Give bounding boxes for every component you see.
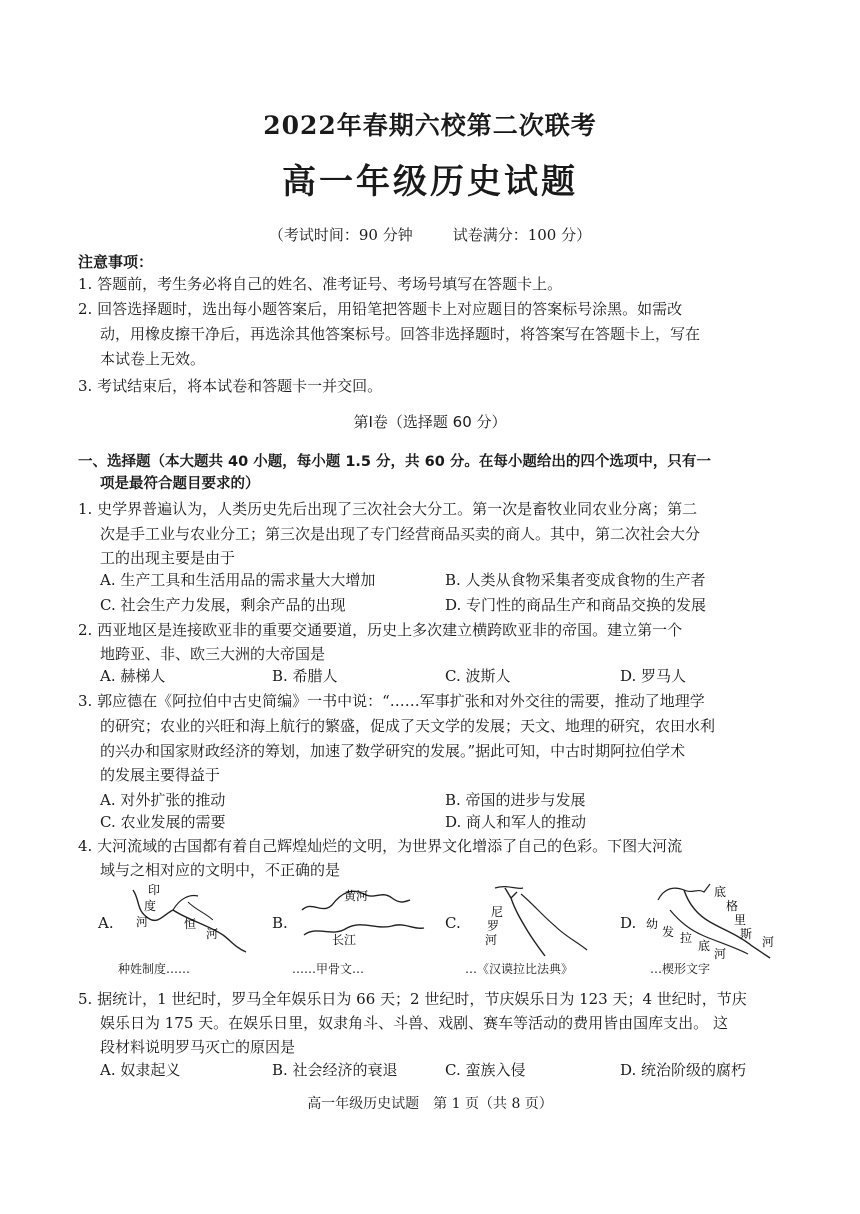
map-b: [272, 880, 432, 975]
q1-stem-2: 次是手工业与农业分工；第三次是出现了专门经营商品买卖的商人。其中，第二次社会大分: [100, 525, 701, 543]
q2-stem-2: 地跨亚、非、欧三大洲的大帝国是: [100, 645, 326, 663]
q2-option-d: D. 罗马人: [620, 667, 687, 685]
map-a-label-du: 度: [144, 899, 157, 913]
q3-stem-2: 的研究；农业的兴旺和海上航行的繁盛，促成了天文学的发展；天文、地理的研究，农田水利: [100, 717, 716, 735]
map-d-label-he2: 河: [714, 947, 727, 960]
q1-option-b: B. 人类从食物采集者变成食物的生产者: [445, 571, 706, 589]
note-2: 2. 回答选择题时，选出每小题答案后，用铅笔把答题卡上对应题目的答案标号涂黑。如需改: [78, 300, 683, 318]
map-a-rivers-icon: [118, 880, 258, 960]
exam-time: （考试时间：90 分钟: [268, 226, 413, 244]
q5-option-b: B. 社会经济的衰退: [272, 1061, 398, 1079]
q1-option-d: D. 专门性的商品生产和商品交换的发展: [445, 596, 707, 614]
map-b-label-huanghe: 黄河: [344, 889, 369, 903]
map-a-label-he1: 河: [136, 915, 149, 929]
map-a-letter: A.: [98, 914, 114, 932]
note-3: 3. 考试结束后，将本试卷和答题卡一并交回。: [78, 377, 383, 395]
map-d-caption: …楔形文字: [650, 962, 711, 976]
map-c-label-luo: 罗: [487, 919, 500, 933]
q3-option-c: C. 农业发展的需要: [100, 813, 226, 831]
full-score: 试卷满分：100 分）: [452, 226, 592, 244]
q3-stem-4: 的发展主要得益于: [100, 766, 221, 784]
map-c-river-icon: [465, 880, 605, 960]
page-footer: 高一年级历史试题 第 1 页（共 8 页）: [307, 1096, 553, 1112]
map-a-label-heng: 恒: [184, 917, 197, 931]
map-d-label-di2: 底: [698, 939, 711, 953]
map-b-rivers-icon: [292, 880, 432, 960]
exam-title-line1: 2022年春期六校第二次联考: [263, 111, 597, 140]
map-d-label-di1: 底: [714, 885, 727, 899]
notes-heading: 注意事项：: [78, 253, 154, 271]
map-a-caption: 种姓制度……: [118, 962, 191, 976]
exam-title-line2: 高一年级历史试题: [282, 162, 578, 202]
q3-option-d: D. 商人和军人的推动: [445, 813, 587, 831]
q2-option-a: A. 赫梯人: [100, 667, 166, 685]
q2-option-c: C. 波斯人: [445, 667, 511, 685]
map-c-letter: C.: [445, 914, 461, 932]
q2-stem-1: 2. 西亚地区是连接欧亚非的重要交通要道，历史上多次建立横跨欧亚非的帝国。建立第一个: [78, 621, 683, 639]
map-d: [620, 880, 780, 975]
q3-stem-1: 3. 郭应德在《阿拉伯中古史简编》一书中说：“……军事扩张和对外交往的需要，推动了地理学: [78, 692, 705, 710]
q3-option-a: A. 对外扩张的推动: [100, 791, 226, 809]
q5-option-a: A. 奴隶起义: [100, 1061, 181, 1079]
map-c-caption: …《汉谟拉比法典》: [465, 962, 574, 976]
map-d-label-he1: 河: [762, 935, 775, 949]
map-d-label-la: 拉: [680, 931, 693, 945]
map-d-label-fa: 发: [662, 925, 675, 939]
q3-option-b: B. 帝国的进步与发展: [445, 791, 586, 809]
map-d-label-you: 幼: [646, 917, 659, 931]
note-2-cont: 动，用橡皮擦干净后，再选涂其他答案标号。回答非选择题时，将答案写在答题卡上，写在: [100, 325, 701, 343]
map-b-caption: ……甲骨文…: [292, 962, 365, 976]
map-c-label-he: 河: [485, 933, 498, 947]
exam-meta: [0, 224, 860, 245]
map-c-label-ni: 尼: [491, 905, 504, 919]
note-1: 1. 答题前，考生务必将自己的姓名、准考证号、考场号填写在答题卡上。: [78, 275, 563, 293]
note-2-cont2: 本试卷上无效。: [100, 350, 206, 368]
section-instruction-cont: 项是最符合题目要求的）: [100, 476, 260, 492]
map-b-label-changjiang: 长江: [332, 933, 357, 947]
map-d-label-li: 里: [734, 913, 747, 927]
q1-option-c: C. 社会生产力发展，剩余产品的出现: [100, 596, 346, 614]
map-d-letter: D.: [620, 914, 637, 932]
q4-stem-2: 域与之相对应的文明中，不正确的是: [100, 861, 341, 879]
section-instruction: 一、选择题（本大题共 40 小题，每小题 1.5 分，共 60 分。在每小题给出的四个选项中，只有一: [78, 454, 711, 470]
q3-stem-3: 的兴办和国家财政经济的筹划，加速了数学研究的发展。”据此可知，中古时期阿拉伯学术: [100, 742, 686, 760]
map-d-rivers-icon: [640, 880, 780, 960]
section-title: 第Ⅰ卷（选择题 60 分）: [353, 413, 507, 431]
q2-option-b: B. 希腊人: [272, 667, 338, 685]
map-d-label-ge: 格: [726, 899, 739, 913]
map-a-label-he2: 河: [206, 927, 219, 941]
q5-stem-1: 5. 据统计，1 世纪时，罗马全年娱乐日为 66 天；2 世纪时，节庆娱乐日为 123 天；4 世纪时，节庆: [78, 990, 747, 1008]
q1-stem-3: 工的出现主要是由于: [100, 549, 236, 567]
q1-stem-1: 1. 史学界普遍认为，人类历史先后出现了三次社会大分工。第一次是畜牧业同农业分离；第二: [78, 500, 698, 518]
q5-option-c: C. 蛮族入侵: [445, 1061, 526, 1079]
q4-stem-1: 4. 大河流域的古国都有着自己辉煌灿烂的文明，为世界文化增添了自己的色彩。下图大河流: [78, 837, 683, 855]
q5-stem-3: 段材料说明罗马灭亡的原因是: [100, 1038, 296, 1056]
map-a: [98, 880, 258, 975]
map-a-label-yin: 印: [148, 883, 161, 897]
q5-stem-2: 娱乐日为 175 天。在娱乐日里，奴隶角斗、斗兽、戏剧、赛车等活动的费用皆由国库支出。 这: [100, 1014, 728, 1032]
q1-option-a: A. 生产工具和生活用品的需求量大大增加: [100, 571, 376, 589]
map-b-letter: B.: [272, 914, 288, 932]
q5-option-d: D. 统治阶级的腐朽: [620, 1061, 747, 1079]
map-c: [445, 880, 605, 975]
map-d-label-si: 斯: [740, 927, 753, 941]
